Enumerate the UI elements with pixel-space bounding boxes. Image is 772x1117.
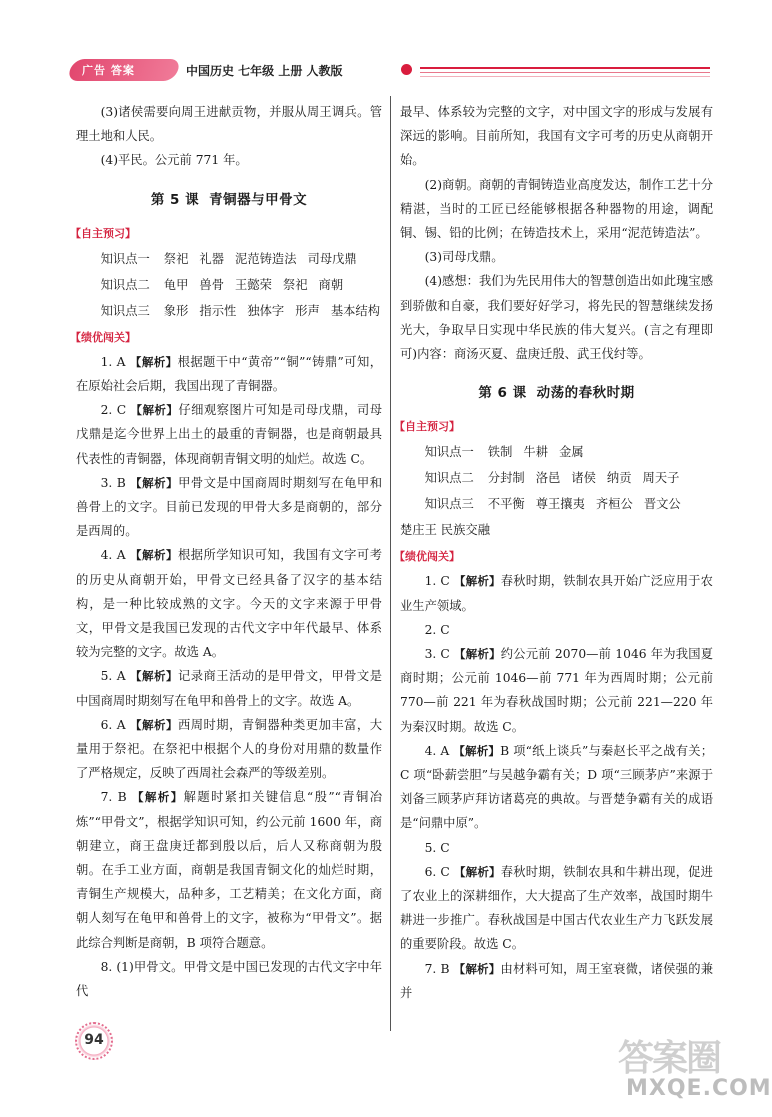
analysis-label: 【解析】	[130, 669, 178, 684]
answer-item	[400, 957, 713, 1005]
knowledge-point-continued: 楚庄王 民族交融	[400, 523, 490, 538]
analysis-text: 西周时期，青铜器种类更加丰富，大量用于祭祀。在祭祀中根据个人的身份对用鼎的数量作了严格规定，反映了西周社会森严的等级差别。	[76, 717, 382, 781]
analysis-label: 【解析】	[132, 790, 184, 805]
paragraph: (2)商朝。商朝的青铜铸造业高度发达，制作工艺十分精湛，当时的工匠已经能够根据各种器物的用途，调配铜、锡、铅的比例；在铸造技术上，采用“泥范铸造法”。	[400, 177, 713, 241]
answer-item	[76, 543, 382, 664]
knowledge-point-term: 象形	[163, 303, 189, 318]
answer-list	[76, 350, 382, 955]
column-divider	[390, 96, 391, 1031]
knowledge-point-term: 金属	[559, 445, 584, 460]
knowledge-point-term: 尊王攘夷	[535, 497, 585, 512]
header-tab-text: 广告 答案	[82, 64, 135, 77]
analysis-label: 【解析】	[453, 864, 501, 879]
analysis-text: 由材料可知，周王室衰微，诸侯强的兼并	[400, 961, 714, 1000]
knowledge-point-label: 知识点三	[100, 303, 150, 318]
analysis-label: 【解析】	[129, 354, 178, 369]
knowledge-point-term: 形声	[295, 303, 320, 318]
answer-item	[400, 836, 713, 860]
knowledge-point-term: 祭祀	[282, 277, 308, 292]
answer-item	[400, 739, 713, 836]
knowledge-point-term: 诸侯	[571, 471, 596, 486]
knowledge-point-label: 知识点三	[424, 497, 474, 512]
answer-number: 6. C	[424, 864, 454, 879]
knowledge-point-term: 独体字	[247, 303, 285, 318]
header-rule	[420, 72, 710, 73]
section-tag-practice: 【绩优闯关】	[394, 550, 460, 564]
paragraph: (4)平民。公元前 771 年。	[100, 153, 248, 168]
watermark-url: MXQE.COM	[626, 1076, 772, 1101]
answer-list	[400, 569, 713, 1005]
answer-number: 1. C	[424, 574, 454, 589]
knowledge-point	[76, 272, 382, 298]
analysis-text: 记录商王活动的是甲骨文，甲骨文是中国商周时期刻写在龟甲和兽骨上的文字。故选 A。	[76, 669, 382, 708]
lesson-title: 青铜器与甲骨文	[209, 191, 308, 208]
answer-number: 1. A	[100, 354, 130, 369]
knowledge-point-term: 兽骨	[199, 277, 225, 292]
answer-item	[76, 398, 382, 471]
knowledge-point-term: 司母戊鼎	[307, 251, 357, 266]
answer-number: 2. C	[424, 622, 450, 637]
knowledge-point-term: 纳贡	[606, 471, 632, 486]
answer-number: 7. B	[100, 790, 132, 805]
knowledge-point-term: 牛耕	[523, 445, 549, 460]
right-column	[394, 100, 714, 1005]
analysis-label: 【解析】	[453, 647, 501, 662]
knowledge-point-label: 知识点二	[100, 277, 150, 292]
analysis-text: 约公元前 2070—前 1046 年为我国夏商时期；公元前 1046—前 771 年为西周时期；公元前 770—前 221 年为春秋战国时期；公元前 221—220 年为秦汉时期。故选 C。	[400, 647, 713, 734]
lesson-number: 第 5 课	[150, 191, 200, 208]
knowledge-point-term: 王懿荣	[235, 277, 272, 292]
analysis-label: 【解析】	[453, 961, 501, 976]
analysis-label: 【解析】	[130, 548, 178, 563]
knowledge-point-term: 祭祀	[163, 251, 189, 266]
knowledge-point-term: 周天子	[642, 471, 680, 486]
section-tag-preview: 【自主预习】	[394, 420, 460, 434]
analysis-text: 甲骨文是中国商周时期刻写在龟甲和兽骨上的文字。目前已发现的甲骨大多是商朝的，部分是西周的。	[76, 475, 382, 539]
answer-item	[76, 713, 382, 786]
analysis-label: 【解析】	[130, 403, 179, 418]
knowledge-point-label: 知识点一	[424, 445, 474, 460]
answer-number: 5. A	[100, 669, 130, 684]
paragraph: 最早、体系较为完整的文字，对中国文字的形成与发展有深远的影响。目前所知，我国有文字可考的历史从商朝开始。	[400, 105, 713, 168]
answer-item	[76, 350, 382, 398]
analysis-text: 春秋时期，铁制农具开始广泛应用于农业生产领域。	[400, 574, 713, 613]
section-tag-practice: 【绩优闯关】	[70, 330, 136, 344]
knowledge-point-term: 商朝	[318, 277, 344, 292]
knowledge-point	[400, 465, 713, 491]
knowledge-point-term: 礼器	[199, 251, 225, 266]
analysis-text: 解题时紧扣关键信息“殷”“青铜冶炼”“甲骨文”，根据学知识可知，约公元前 1600 年，商朝建立，商王盘庚迁都到殷以后，后人又称商朝为殷朝。在手工业方面，商朝是我国青铜文化的灿烂时期，青铜生产规模大，品种多，工艺精美；在文化方面，商朝人刻写在龟甲和兽骨上的文字，被称为“甲骨文”。据此综合判断是商朝，B 项符合题意。	[76, 790, 382, 950]
knowledge-point	[400, 439, 713, 465]
knowledge-point-term: 龟甲	[163, 277, 189, 292]
paragraph: (3)司母戊鼎。	[424, 250, 504, 265]
knowledge-point	[76, 246, 382, 272]
watermark-logo: 答案圈	[618, 1038, 721, 1079]
watermark	[618, 1030, 772, 1110]
lesson-heading	[76, 188, 382, 212]
page-number-badge	[75, 1022, 113, 1060]
knowledge-point-label: 知识点一	[100, 251, 150, 266]
answer-item	[76, 785, 382, 954]
lesson-number: 第 6 课	[478, 385, 527, 402]
answer-item	[76, 471, 382, 544]
knowledge-points	[76, 246, 382, 324]
knowledge-point-term: 洛邑	[535, 471, 561, 486]
answer-number: 5. C	[424, 840, 450, 855]
analysis-text: 根据所学知识可知，我国有文字可考的历史从商朝开始，甲骨文已经具备了汉字的基本结构，是一种比较成熟的文字。今天的文字来源于甲骨文，甲骨文是我国已发现的古代文字中年代最早、体系较为完整的文字。故选 A。	[76, 548, 382, 660]
answer-number: 7. B	[424, 961, 454, 976]
answer-number: 4. A	[424, 743, 454, 758]
knowledge-point-term: 不平衡	[487, 497, 525, 512]
left-column	[70, 100, 383, 1003]
answer-number: 6. A	[100, 717, 130, 732]
analysis-label: 【解析】	[453, 743, 501, 758]
answer-number: 3. C	[424, 647, 454, 662]
analysis-label: 【解析】	[453, 574, 501, 589]
answer-number: 2. C	[100, 403, 131, 418]
knowledge-point	[76, 298, 382, 324]
section-tag-preview: 【自主预习】	[70, 226, 136, 240]
answer-item	[400, 618, 713, 642]
analysis-text: 根据题干中“黄帝”“铜”“铸鼎”可知，在原始社会后期，我国出现了青铜器。	[76, 354, 383, 394]
analysis-text: B 项“纸上谈兵”与秦赵长平之战有关；C 项“卧薪尝胆”与吴越争霸有关；D 项“三顾茅庐”来源于刘备三顾茅庐拜访诸葛亮的典故。与晋楚争霸有关的成语是“问鼎中原”。	[400, 743, 713, 831]
page-number: 94	[84, 1032, 104, 1048]
knowledge-point-term: 泥范铸造法	[235, 251, 297, 266]
header-rule	[420, 76, 710, 77]
header-dot	[401, 64, 412, 75]
knowledge-point-term: 基本结构	[330, 303, 381, 318]
knowledge-point-term: 晋文公	[643, 497, 681, 512]
header-title: 中国历史 七年级 上册 人教版	[186, 64, 343, 78]
answer-number: 4. A	[100, 548, 130, 563]
knowledge-point-label: 知识点二	[424, 471, 474, 486]
answer-item	[76, 664, 382, 712]
lesson-heading	[400, 381, 713, 405]
paragraph: (3)诸侯需要向周王进献贡物，并服从周王调兵。管理土地和人民。	[76, 105, 382, 144]
answer-item	[400, 569, 713, 617]
answer-item	[400, 642, 713, 739]
knowledge-point-term: 齐桓公	[595, 497, 633, 512]
knowledge-point-term: 分封制	[487, 471, 525, 486]
analysis-text: 春秋时期，铁制农具和牛耕出现，促进了农业上的深耕细作，大大提高了生产效率，战国时期牛耕进一步推广。春秋战国是中国古代农业生产力飞跃发展的重要阶段。故选 C。	[400, 864, 713, 952]
knowledge-point-term: 指示性	[199, 303, 237, 318]
header-rule	[420, 67, 710, 69]
analysis-label: 【解析】	[130, 717, 178, 732]
analysis-label: 【解析】	[130, 475, 179, 490]
page-header	[60, 55, 715, 89]
lesson-title: 动荡的春秋时期	[536, 385, 635, 402]
analysis-text: 仔细观察图片可知是司母戊鼎，司母戊鼎是迄今世界上出土的最重的青铜器，也是商朝最具代表性的青铜器，体现商朝青铜文明的灿烂。故选 C。	[76, 403, 382, 466]
answer-number: 3. B	[100, 475, 131, 490]
knowledge-points	[400, 439, 713, 517]
knowledge-point-term: 铁制	[487, 445, 513, 460]
knowledge-point	[400, 491, 713, 517]
paragraph: (4)感想：我们为先民用伟大的智慧创造出如此瑰宝感到骄傲和自豪，我们要好好学习，将先民的智慧继续发扬光大，争取早日实现中华民族的伟大复兴。(言之有理即可)内容：商汤灭夏、盘庚迁殷、武王伐纣等。	[400, 274, 713, 362]
answer-item	[400, 860, 713, 957]
answer-item: 8. (1)甲骨文。甲骨文是中国已发现的古代文字中年代	[76, 959, 382, 999]
